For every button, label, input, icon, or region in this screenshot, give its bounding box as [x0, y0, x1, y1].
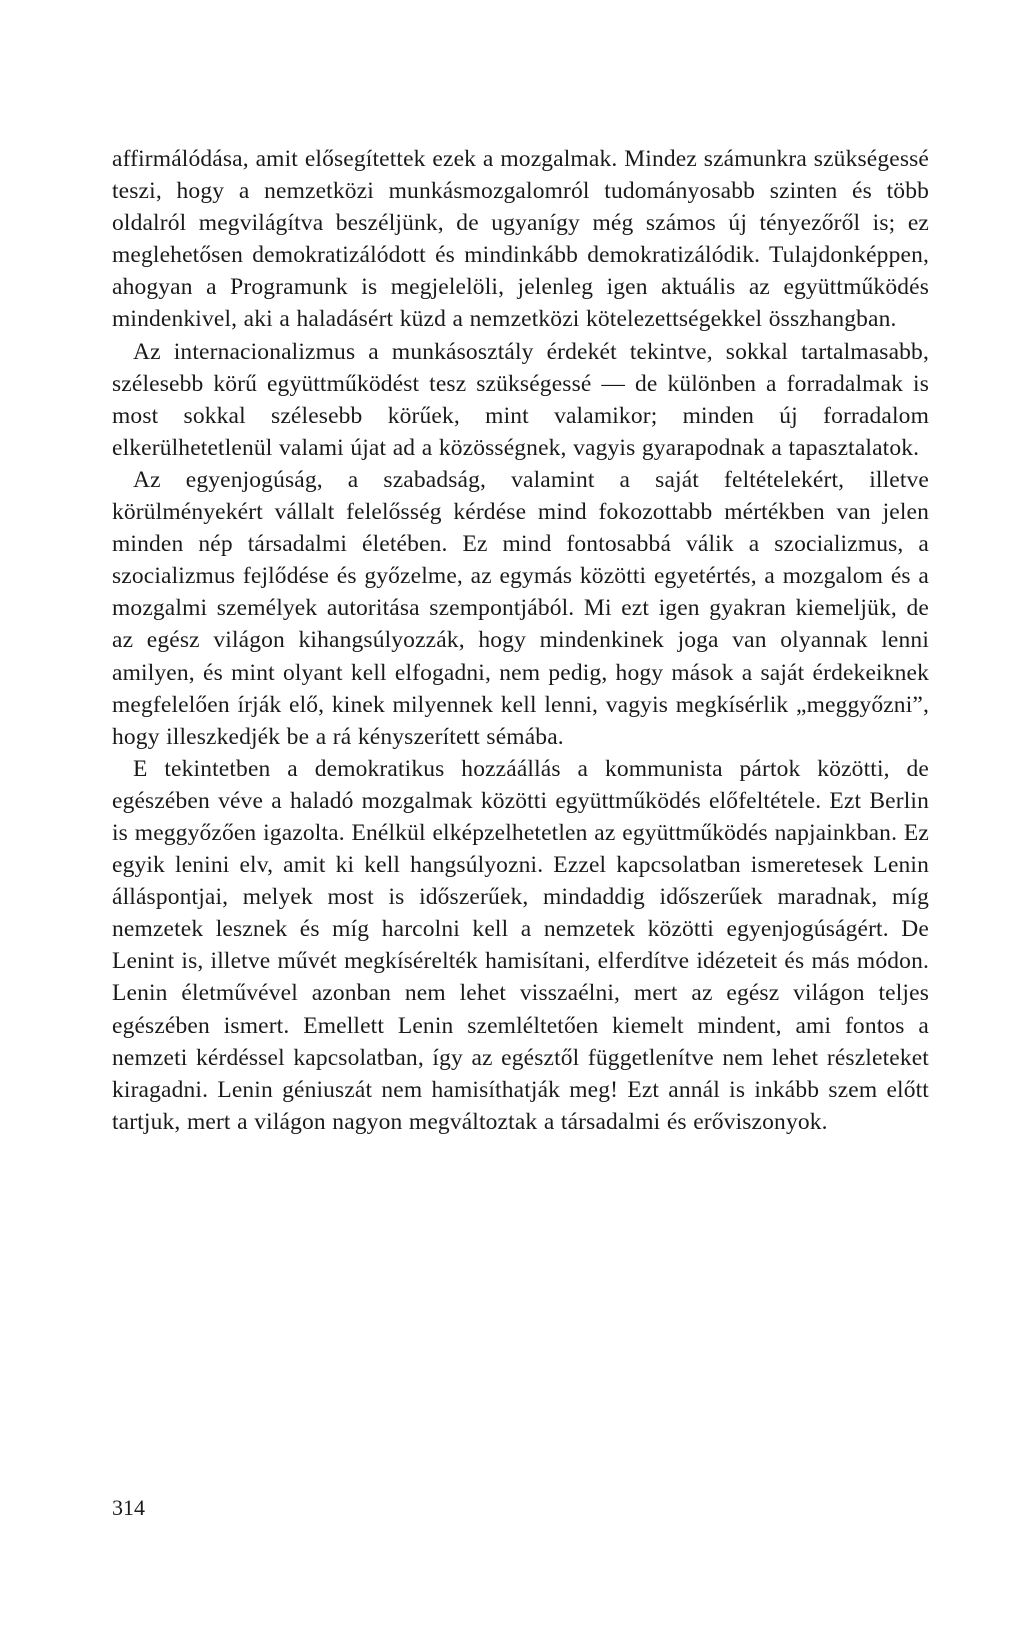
paragraph-democratic-approach: E tekintetben a demokratikus hozzáállás a kommunista pártok közötti, de egészében véve a haladó mozgalmak közötti együttműködés előfeltétele. Ezt Berlin is meggyőzően igazolta. Enélkül elképzelhetetlen az együttműködés napjainkban. Ez egyik lenini elv, amit ki kell hangsúlyozni. Ezzel kapcsolatban ismeretesek Lenin álláspontjai, melyek most is időszerűek, mindaddig időszerűek maradnak, míg nemzetek lesznek és míg harcolni kell a nemzetek közötti egyenjogúságért. De Lenint is, illetve művét megkísérelték hamisítani, elferdítve idézeteit és más módon. Lenin életművével azonban nem lehet visszaélni, mert az egész világon teljes egészében ismert. Emellett Lenin szemléltetően kiemelt mindent, ami fontos a nemzeti kérdéssel kapcsolatban, így az egésztől függetlenítve nem lehet részleteket kiragadni. Lenin géniuszát nem hamisíthatják meg! Ezt annál is inkább szem előtt tartjuk, mert a világon nagyon megváltoztak a társadalmi és erőviszonyok.	[112, 755, 929, 1135]
paragraph-equality: Az egyenjogúság, a szabadság, valamint a saját feltételekért, illetve körülményekért vállalt felelősség kérdése mind fokozottabb mértékben van jelen minden nép társadalmi életében. Ez mind fontosabbá válik a szocializmus, a szocializmus fejlődése és győzelme, az egymás közötti egyetértés, a mozgalom és a mozgalmi személyek autoritása szempontjából. Mi ezt igen gyakran kiemeljük, de az egész világon kihangsúlyozzák, hogy mindenkinek joga van olyannak lenni amilyen, és mint olyant kell elfogadni, nem pedig, hogy mások a saját érdekeiknek megfelelően írják elő, kinek milyennek kell lenni, vagyis megkísérlik „meggyőzni”, hogy illeszkedjék be a rá kényszerített sémába.	[112, 466, 929, 750]
page-number: 314	[112, 1495, 145, 1520]
body-text	[112, 143, 929, 1138]
paragraph-continued: affirmálódása, amit elősegítettek ezek a mozgalmak. Mindez számunkra szükségessé teszi, hogy a nemzetközi munkásmozgalomról tudományosabb szinten és több oldalról megvilágítva beszéljünk, de ugyanígy még számos új tényezőről is; ez meglehetősen demokratizálódott és mindinkább demokratizálódik. Tulajdonképpen, ahogyan a Programunk is megjelelöli, jelenleg igen aktuális az együttműködés mindenkivel, aki a haladásért küzd a nemzetközi kötelezettségekkel összhangban.	[112, 146, 929, 333]
paragraph-internationalism: Az internacionalizmus a munkásosztály érdekét tekintve, sokkal tartalmasabb, szélesebb körű együttműködést tesz szükségessé — de különben a forradalmak is most sokkal szélesebb körűek, mint valamikor; minden új forradalom elkerülhetetlenül valami újat ad a közösségnek, vagyis gyarapodnak a tapasztalatok.	[112, 338, 929, 461]
